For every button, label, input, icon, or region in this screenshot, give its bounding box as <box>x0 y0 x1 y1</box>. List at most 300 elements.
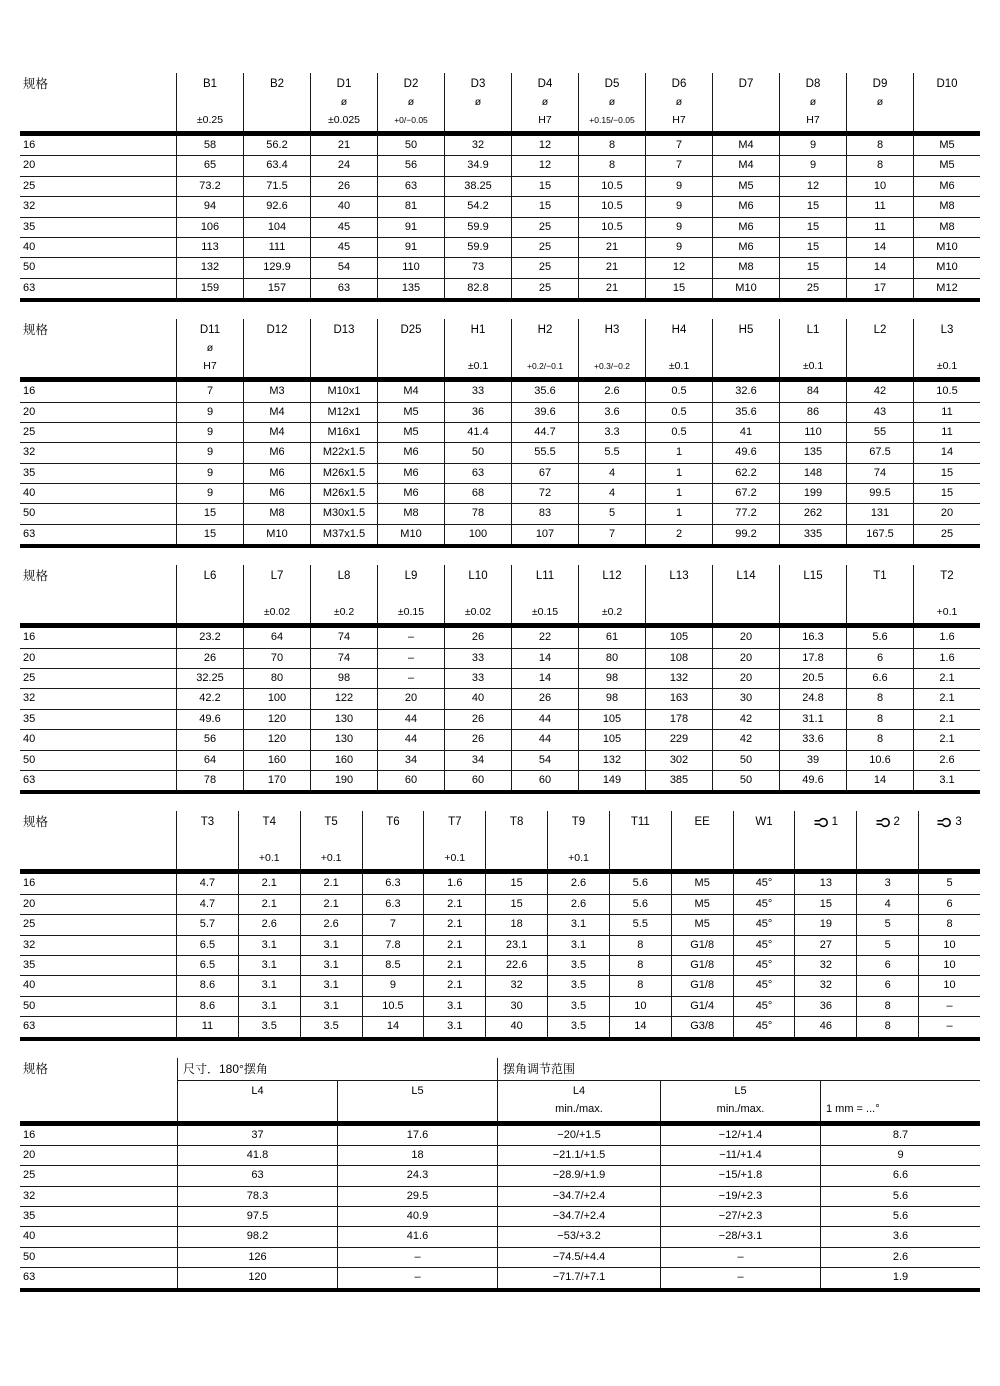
column-name: T4 <box>262 816 276 829</box>
value-cell: 8 <box>846 156 913 175</box>
value-cell: 0.5 <box>645 403 712 422</box>
value-cell: 7 <box>578 525 645 544</box>
column-name: EE <box>694 816 710 829</box>
value-cell: 74 <box>846 464 913 483</box>
value-cell: 10 <box>918 936 980 955</box>
tolerance-label: ±0.1 <box>802 360 824 373</box>
value-cell: 45° <box>733 997 795 1016</box>
value-cell: 199 <box>779 484 846 503</box>
value-cell: 45° <box>733 936 795 955</box>
column-header-D2 <box>377 73 444 131</box>
diameter-symbol: ø <box>407 96 415 108</box>
table-header <box>20 565 980 628</box>
value-cell: 11 <box>176 1017 238 1036</box>
value-cell: −12/+1.4 <box>660 1126 820 1145</box>
wrench-number: 2 <box>893 816 900 829</box>
value-cell: 100 <box>444 525 511 544</box>
sub-column-name: L5 <box>411 1084 424 1097</box>
value-cell: G1/8 <box>671 936 733 955</box>
value-cell: 132 <box>578 751 645 770</box>
size-cell: 63 <box>23 1020 36 1033</box>
value-cell: 58 <box>176 136 243 155</box>
spec-label: 规格 <box>23 323 49 338</box>
value-cell: 72 <box>511 484 578 503</box>
sub-column-header <box>820 1081 980 1121</box>
value-cell: 148 <box>779 464 846 483</box>
value-cell: 3.1 <box>300 956 362 975</box>
column-name: H3 <box>604 324 620 337</box>
column-name: H4 <box>671 324 687 337</box>
value-cell: 49.6 <box>712 443 779 462</box>
column-name: L7 <box>270 570 284 583</box>
value-cell: 3.1 <box>238 956 300 975</box>
tolerance-label: ±0.15 <box>531 606 559 619</box>
size-cell: 35 <box>23 466 36 479</box>
table-row <box>20 1227 980 1247</box>
tolerance-label: +0.1 <box>568 852 589 865</box>
value-cell: 63.4 <box>243 156 310 175</box>
value-cell: M30x1.5 <box>310 504 377 523</box>
column-header-L1 <box>779 319 846 377</box>
spec-label: 规格 <box>23 1061 49 1076</box>
value-cell: 104 <box>243 218 310 237</box>
value-cell: 24 <box>310 156 377 175</box>
value-cell: 1 <box>645 504 712 523</box>
value-cell: M5 <box>671 915 733 934</box>
value-cell: −28/+3.1 <box>660 1227 820 1246</box>
value-cell: 98 <box>310 669 377 688</box>
column-header-T2 <box>913 565 980 623</box>
column-header-L15 <box>779 565 846 623</box>
value-cell: 9 <box>176 423 243 442</box>
value-cell: 135 <box>779 443 846 462</box>
value-cell: 70 <box>243 649 310 668</box>
value-cell: 42.2 <box>176 689 243 708</box>
value-cell: 3.5 <box>547 997 609 1016</box>
size-cell: 40 <box>23 487 36 500</box>
value-cell: 20 <box>712 649 779 668</box>
value-cell: 99.2 <box>712 525 779 544</box>
value-cell: 26 <box>444 710 511 729</box>
value-cell: M5 <box>377 403 444 422</box>
value-cell: M3 <box>243 382 310 401</box>
value-cell: 54.2 <box>444 197 511 216</box>
table-row <box>20 730 980 750</box>
column-name: H5 <box>738 324 754 337</box>
value-cell: 159 <box>176 279 243 298</box>
value-cell: 6.3 <box>362 895 424 914</box>
size-cell: 50 <box>23 753 36 766</box>
value-cell: 21 <box>578 258 645 277</box>
sub-column-name: L4 <box>251 1084 264 1097</box>
tolerance-label: ±0.1 <box>936 360 958 373</box>
value-cell: 94 <box>176 197 243 216</box>
column-header-L8 <box>310 565 377 623</box>
value-cell: 25 <box>779 279 846 298</box>
column-name <box>814 813 838 831</box>
value-cell: 0.5 <box>645 382 712 401</box>
value-cell: 15 <box>779 218 846 237</box>
value-cell: 14 <box>846 258 913 277</box>
value-cell: 24.3 <box>337 1166 497 1185</box>
value-cell: 4.7 <box>176 895 238 914</box>
value-cell: G3/8 <box>671 1017 733 1036</box>
value-cell: M6 <box>377 443 444 462</box>
value-cell: 7 <box>362 915 424 934</box>
dimension-table-3 <box>20 565 980 794</box>
value-cell: 190 <box>310 771 377 790</box>
value-cell: 71.5 <box>243 177 310 196</box>
diameter-symbol: ø <box>206 342 214 355</box>
value-cell: 73 <box>444 258 511 277</box>
size-cell: 50 <box>23 507 36 520</box>
column-name: B1 <box>202 78 218 90</box>
column-name: L13 <box>669 570 689 583</box>
sub-column-header <box>497 1081 660 1121</box>
value-cell: 302 <box>645 751 712 770</box>
value-cell: 8.5 <box>362 956 424 975</box>
value-cell: 122 <box>310 689 377 708</box>
sub-column-name: L4 <box>572 1084 586 1097</box>
value-cell: −20/+1.5 <box>497 1126 660 1145</box>
value-cell: M26x1.5 <box>310 464 377 483</box>
value-cell: 15 <box>779 258 846 277</box>
value-cell: 32 <box>794 976 856 995</box>
value-cell: G1/8 <box>671 956 733 975</box>
tolerance-label: H7 <box>538 114 552 126</box>
size-cell: 35 <box>23 958 36 971</box>
value-cell: 40.9 <box>337 1207 497 1226</box>
value-cell: 42 <box>846 382 913 401</box>
size-cell: 25 <box>23 425 36 438</box>
table-row <box>20 976 980 996</box>
value-cell: 20 <box>712 669 779 688</box>
column-header-H1 <box>444 319 511 377</box>
value-cell: M10x1 <box>310 382 377 401</box>
value-cell: 50 <box>712 771 779 790</box>
value-cell: M5 <box>913 156 980 175</box>
value-cell: 129.9 <box>243 258 310 277</box>
column-header-W1 <box>733 811 795 869</box>
value-cell: 3.1 <box>423 997 485 1016</box>
value-cell: 3.6 <box>578 403 645 422</box>
value-cell: 64 <box>243 628 310 647</box>
size-cell: 40 <box>23 979 36 992</box>
value-cell: 74 <box>310 628 377 647</box>
value-cell: 98 <box>578 669 645 688</box>
value-cell: 120 <box>243 710 310 729</box>
value-cell: 2.6 <box>578 382 645 401</box>
value-cell: 25 <box>511 258 578 277</box>
value-cell: 11 <box>846 218 913 237</box>
value-cell: 6.3 <box>362 874 424 893</box>
diameter-symbol: ø <box>541 96 549 108</box>
column-header-B2 <box>243 73 310 131</box>
value-cell: 5.7 <box>176 915 238 934</box>
wrench-icon <box>937 817 952 828</box>
value-cell: M16x1 <box>310 423 377 442</box>
value-cell: M8 <box>913 197 980 216</box>
value-cell: 110 <box>779 423 846 442</box>
value-cell: 55 <box>846 423 913 442</box>
table-row <box>20 936 980 956</box>
value-cell: 98 <box>578 689 645 708</box>
table-row <box>20 1166 980 1186</box>
value-cell: 84 <box>779 382 846 401</box>
size-cell: 25 <box>23 1169 36 1182</box>
value-cell: 60 <box>377 771 444 790</box>
sub-column-detail: 1 mm = ...° <box>826 1102 880 1115</box>
value-cell: 111 <box>243 238 310 257</box>
column-name: D11 <box>199 324 221 337</box>
value-cell: 8 <box>918 915 980 934</box>
value-cell: M4 <box>377 382 444 401</box>
value-cell: 335 <box>779 525 846 544</box>
size-cell: 50 <box>23 999 36 1012</box>
value-cell: M12 <box>913 279 980 298</box>
column-name: D2 <box>403 78 419 90</box>
table-header <box>20 73 980 136</box>
value-cell: 38.25 <box>444 177 511 196</box>
value-cell: −53/+3.2 <box>497 1227 660 1246</box>
value-cell: 32 <box>794 956 856 975</box>
column-header-D1 <box>310 73 377 131</box>
value-cell: M8 <box>712 258 779 277</box>
value-cell: M10 <box>913 258 980 277</box>
value-cell: 83 <box>511 504 578 523</box>
value-cell: 15 <box>176 504 243 523</box>
value-cell: 41 <box>712 423 779 442</box>
column-name <box>937 813 961 831</box>
value-cell: 5.6 <box>609 874 671 893</box>
value-cell: 2.6 <box>547 874 609 893</box>
value-cell: 1.6 <box>423 874 485 893</box>
column-header-D3 <box>444 73 511 131</box>
value-cell: 1.6 <box>913 649 980 668</box>
value-cell: 3.5 <box>547 1017 609 1036</box>
value-cell: M6 <box>243 464 310 483</box>
value-cell: 130 <box>310 730 377 749</box>
value-cell: 9 <box>176 464 243 483</box>
value-cell: M5 <box>913 136 980 155</box>
column-header-L12 <box>578 565 645 623</box>
value-cell: 45° <box>733 895 795 914</box>
tolerance-label: +0.1 <box>320 852 342 865</box>
table-row <box>20 504 980 524</box>
value-cell: 130 <box>310 710 377 729</box>
value-cell: M6 <box>712 197 779 216</box>
value-cell: 45° <box>733 956 795 975</box>
spec-label: 规格 <box>23 815 49 830</box>
table-row <box>20 997 980 1017</box>
value-cell: 385 <box>645 771 712 790</box>
tolerance-label: +0.1 <box>936 606 958 619</box>
value-cell: 14 <box>609 1017 671 1036</box>
spec-header <box>20 1058 177 1121</box>
value-cell: 23.1 <box>485 936 547 955</box>
column-header-T3 <box>176 811 238 869</box>
value-cell: 0.5 <box>645 423 712 442</box>
column-header-T5 <box>300 811 362 869</box>
value-cell: 135 <box>377 279 444 298</box>
group-header-dimensions: 尺寸．180°摆角 <box>177 1058 497 1080</box>
value-cell: 78 <box>444 504 511 523</box>
value-cell: 22.6 <box>485 956 547 975</box>
value-cell: 20 <box>377 689 444 708</box>
table-row <box>20 710 980 730</box>
value-cell: 29.5 <box>337 1187 497 1206</box>
value-cell: M10 <box>377 525 444 544</box>
column-header-T8 <box>485 811 547 869</box>
value-cell: M6 <box>377 464 444 483</box>
value-cell: 10.6 <box>846 751 913 770</box>
value-cell: 15 <box>913 484 980 503</box>
value-cell: 45° <box>733 915 795 934</box>
column-name: L9 <box>404 570 418 583</box>
column-header-D11 <box>176 319 243 377</box>
table-row <box>20 1207 980 1227</box>
value-cell: 45 <box>310 238 377 257</box>
column-header-T4 <box>238 811 300 869</box>
value-cell: 32 <box>444 136 511 155</box>
value-cell: 12 <box>511 156 578 175</box>
table-row <box>20 1248 980 1268</box>
value-cell: 81 <box>377 197 444 216</box>
value-cell: 4.7 <box>176 874 238 893</box>
size-cell: 25 <box>23 672 36 685</box>
tolerance-label: ±0.1 <box>668 360 690 373</box>
table-header <box>20 319 980 382</box>
column-name: D3 <box>470 78 486 90</box>
tolerance-label: ±0.025 <box>327 114 361 126</box>
value-cell: 9 <box>176 403 243 422</box>
value-cell: 50 <box>444 443 511 462</box>
table-row <box>20 771 980 790</box>
value-cell: 9 <box>176 443 243 462</box>
value-cell: 68 <box>444 484 511 503</box>
value-cell: G1/4 <box>671 997 733 1016</box>
value-cell: 34 <box>377 751 444 770</box>
size-cell: 16 <box>23 631 36 644</box>
value-cell: 18 <box>337 1146 497 1165</box>
size-cell: 20 <box>23 897 36 910</box>
value-cell: M4 <box>712 156 779 175</box>
value-cell: 62.2 <box>712 464 779 483</box>
value-cell: 2.1 <box>423 956 485 975</box>
value-cell: 6.5 <box>176 956 238 975</box>
value-cell: 14 <box>362 1017 424 1036</box>
column-name: H2 <box>537 324 553 337</box>
tables-container <box>20 73 980 1292</box>
size-cell: 16 <box>23 385 36 398</box>
tolerance-label: ±0.1 <box>467 360 489 373</box>
value-cell: 163 <box>645 689 712 708</box>
table-row <box>20 1146 980 1166</box>
table-row <box>20 136 980 156</box>
column-header-T7 <box>423 811 485 869</box>
value-cell: 6 <box>918 895 980 914</box>
value-cell: M4 <box>243 423 310 442</box>
column-header-L6 <box>176 565 243 623</box>
column-header-D7 <box>712 73 779 131</box>
value-cell: 10 <box>918 976 980 995</box>
value-cell: 2.6 <box>238 915 300 934</box>
value-cell: 6.6 <box>820 1166 980 1185</box>
column-header-D25 <box>377 319 444 377</box>
column-header-D12 <box>243 319 310 377</box>
column-name: D9 <box>872 78 888 90</box>
size-cell: 20 <box>23 1148 36 1161</box>
table-header <box>20 1058 980 1126</box>
column-header-L14 <box>712 565 779 623</box>
tolerance-label: H7 <box>806 114 820 126</box>
value-cell: M26x1.5 <box>310 484 377 503</box>
value-cell: −34.7/+2.4 <box>497 1207 660 1226</box>
value-cell: 5 <box>856 936 918 955</box>
table-row <box>20 1126 980 1146</box>
value-cell: 40 <box>485 1017 547 1036</box>
table-row <box>20 238 980 258</box>
value-cell: 50 <box>377 136 444 155</box>
table-row <box>20 197 980 217</box>
sub-column-header <box>337 1081 497 1121</box>
value-cell: 105 <box>578 730 645 749</box>
value-cell: 45° <box>733 976 795 995</box>
column-name: L2 <box>873 324 887 337</box>
value-cell: 6 <box>846 649 913 668</box>
value-cell: 78 <box>176 771 243 790</box>
value-cell: – <box>918 1017 980 1036</box>
column-name: T9 <box>571 816 586 829</box>
size-cell: 63 <box>23 1271 36 1284</box>
spec-label: 规格 <box>23 77 49 91</box>
wrench-number: 1 <box>831 816 839 829</box>
value-cell: M6 <box>712 218 779 237</box>
value-cell: 49.6 <box>779 771 846 790</box>
value-cell: 12 <box>511 136 578 155</box>
column-header-L2 <box>846 319 913 377</box>
value-cell: 3.5 <box>547 956 609 975</box>
value-cell: 4 <box>856 895 918 914</box>
swing-angle-table <box>20 1058 980 1292</box>
value-cell: 45° <box>733 1017 795 1036</box>
value-cell: 120 <box>243 730 310 749</box>
value-cell: 15 <box>645 279 712 298</box>
value-cell: 15 <box>779 197 846 216</box>
value-cell: 3.1 <box>300 997 362 1016</box>
value-cell: 26 <box>444 628 511 647</box>
value-cell: 2.6 <box>300 915 362 934</box>
value-cell: 43 <box>846 403 913 422</box>
value-cell: 110 <box>377 258 444 277</box>
value-cell: 9 <box>779 136 846 155</box>
value-cell: 131 <box>846 504 913 523</box>
column-name: D8 <box>805 78 821 90</box>
value-cell: 44.7 <box>511 423 578 442</box>
column-name: L15 <box>803 570 823 583</box>
value-cell: 2.6 <box>820 1248 980 1267</box>
value-cell: 14 <box>846 238 913 257</box>
value-cell: 63 <box>444 464 511 483</box>
value-cell: 77.2 <box>712 504 779 523</box>
value-cell: 41.6 <box>337 1227 497 1246</box>
table-row <box>20 218 980 238</box>
value-cell: 54 <box>310 258 377 277</box>
tolerance-label: +0.1 <box>258 852 280 865</box>
value-cell: 8 <box>846 730 913 749</box>
column-name: T6 <box>386 816 400 829</box>
value-cell: 229 <box>645 730 712 749</box>
